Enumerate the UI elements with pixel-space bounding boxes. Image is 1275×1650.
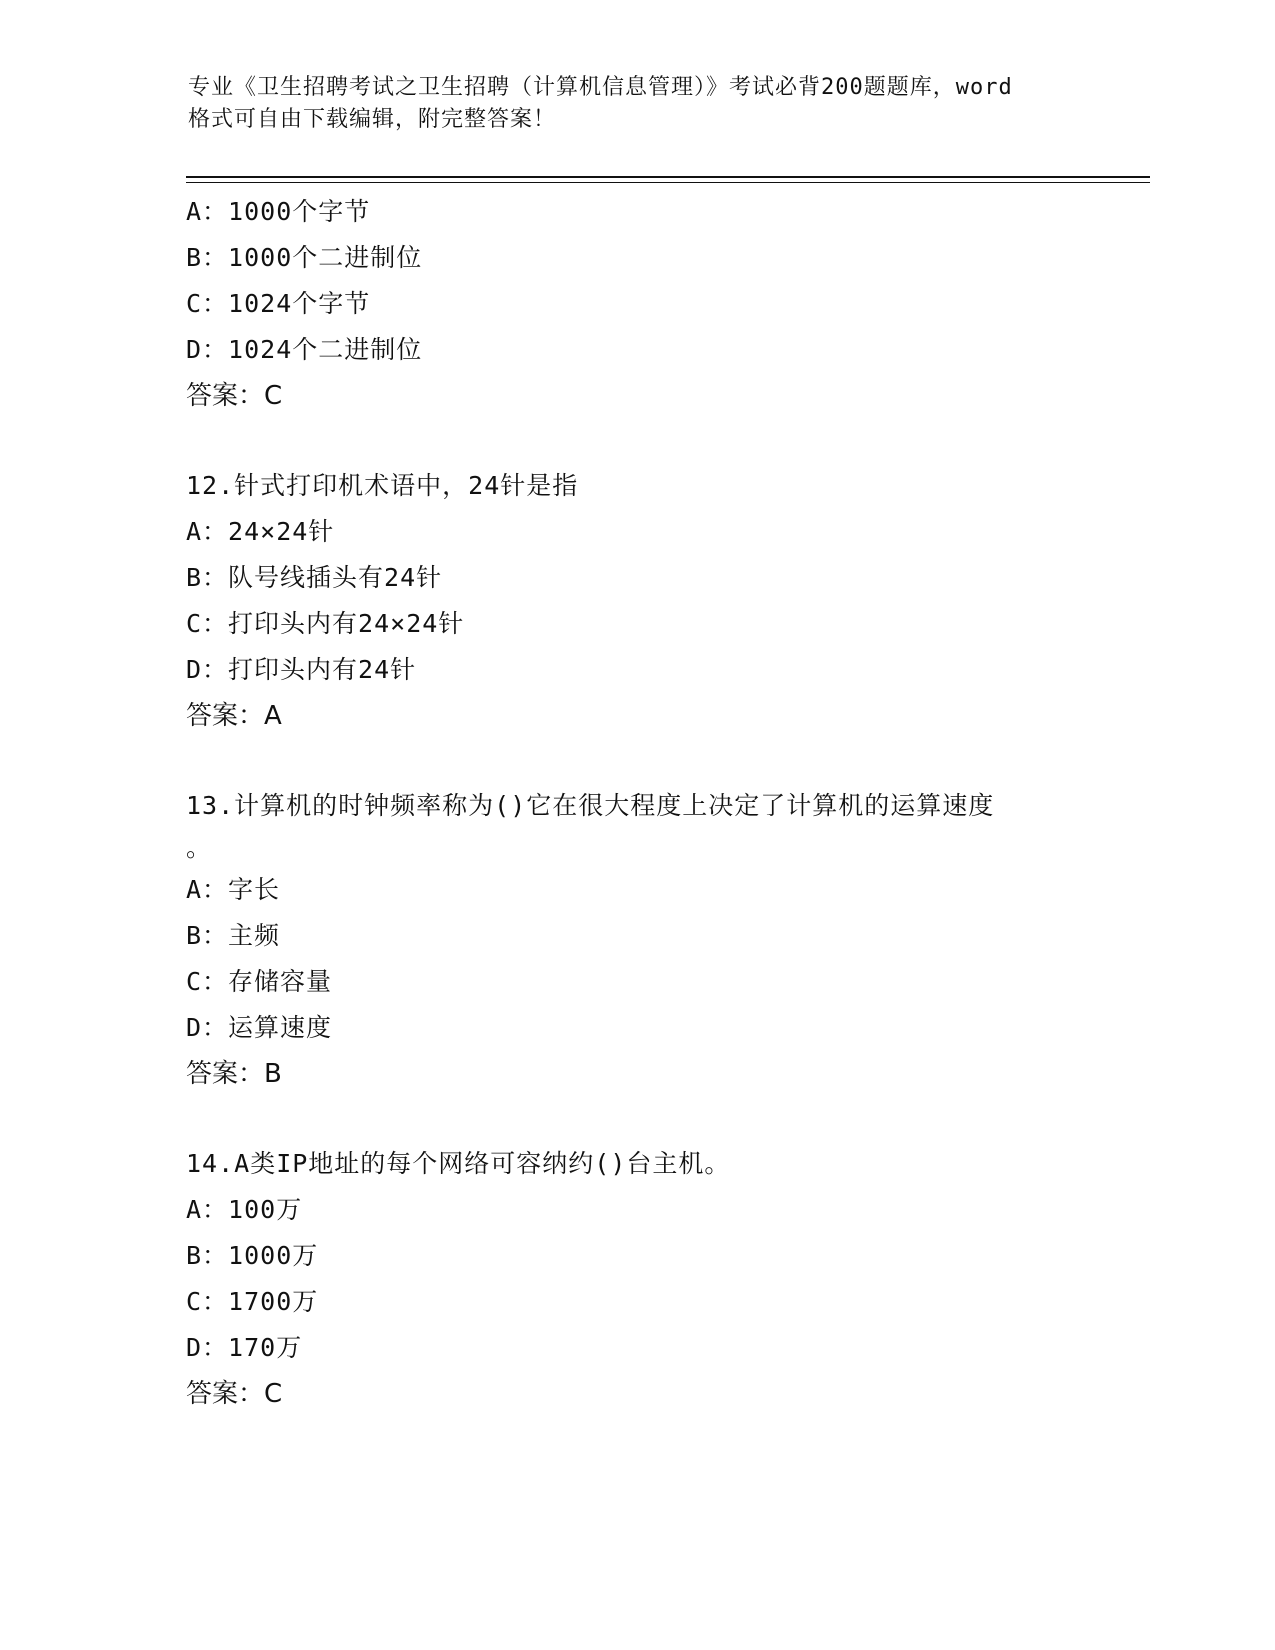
option-a: A：100万	[186, 1195, 303, 1224]
spacer	[186, 419, 1146, 463]
question-stem: 13.计算机的时钟频率称为()它在很大程度上决定了计算机的运算速度	[186, 791, 995, 820]
question-11	[186, 189, 1146, 419]
question-list	[186, 189, 1146, 1417]
header-rule-thin	[186, 182, 1150, 183]
option-d: D：1024个二进制位	[186, 335, 423, 364]
option-b: B：主频	[186, 921, 281, 950]
answer: 答案：B	[186, 1059, 282, 1089]
option-c: C：存储容量	[186, 967, 333, 996]
option-b: B：1000个二进制位	[186, 243, 423, 272]
answer: 答案：C	[186, 381, 283, 411]
option-c: C：1024个字节	[186, 289, 371, 318]
option-b: B：1000万	[186, 1241, 319, 1270]
question-stem: 14.A类IP地址的每个网络可容纳约()台主机。	[186, 1149, 731, 1178]
header-line-1: 专业《卫生招聘考试之卫生招聘（计算机信息管理）》考试必背200题题库，word	[188, 75, 1013, 100]
option-d: D：打印头内有24针	[186, 655, 417, 684]
option-c: C：1700万	[186, 1287, 319, 1316]
option-d: D：170万	[186, 1333, 303, 1362]
option-a: A：1000个字节	[186, 197, 371, 226]
header-rule-thick	[186, 176, 1150, 178]
option-b: B：队号线插头有24针	[186, 563, 443, 592]
question-stem: 12.针式打印机术语中，24针是指	[186, 471, 579, 500]
answer: 答案：A	[186, 701, 282, 731]
header-line-2: 格式可自由下载编辑，附完整答案！	[188, 107, 557, 132]
option-c: C：打印头内有24×24针	[186, 609, 465, 638]
spacer	[186, 1097, 1146, 1141]
option-d: D：运算速度	[186, 1013, 333, 1042]
question-stem-continued: 。	[186, 833, 212, 862]
option-a: A：字长	[186, 875, 281, 904]
document-header	[188, 72, 1088, 136]
question-14	[186, 1141, 1146, 1417]
option-a: A：24×24针	[186, 517, 335, 546]
question-12	[186, 463, 1146, 739]
answer: 答案：C	[186, 1379, 283, 1409]
question-13	[186, 783, 1146, 1097]
spacer	[186, 739, 1146, 783]
